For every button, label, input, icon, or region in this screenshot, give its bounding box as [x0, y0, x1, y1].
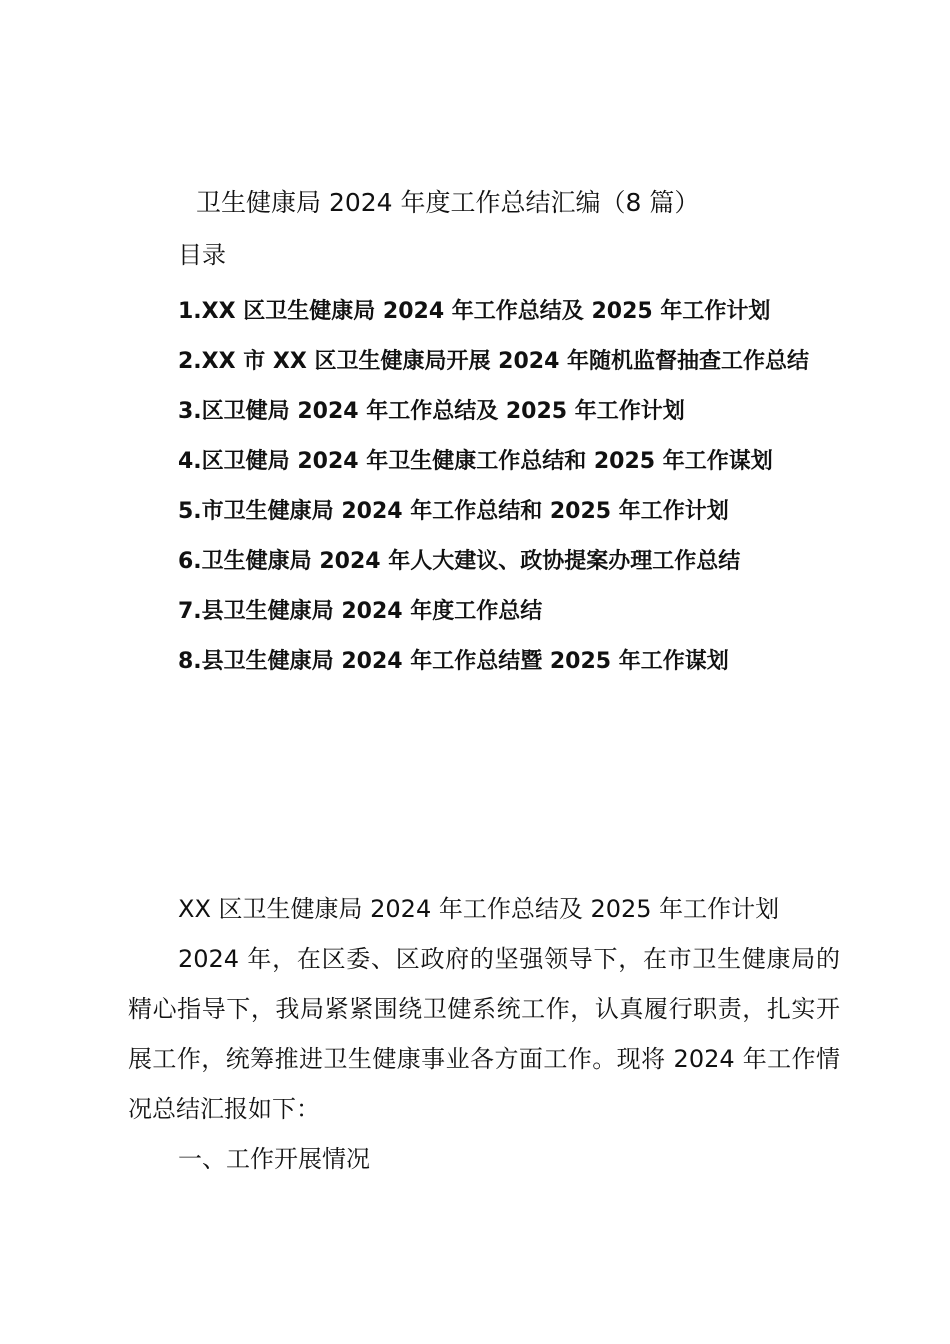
- toc-heading: 目录: [178, 241, 226, 269]
- toc-item-3[interactable]: 3.区卫健局 2024 年工作总结及 2025 年工作计划: [178, 399, 685, 424]
- toc-item-4[interactable]: 4.区卫健局 2024 年卫生健康工作总结和 2025 年工作谋划: [178, 449, 773, 474]
- toc-item-5[interactable]: 5.市卫生健康局 2024 年工作总结和 2025 年工作计划: [178, 499, 729, 524]
- toc-item-8[interactable]: 8.县卫生健康局 2024 年工作总结暨 2025 年工作谋划: [178, 649, 729, 674]
- intro-paragraph: 2024 年，在区委、区政府的坚强领导下，在市卫生健康局的精心指导下，我局紧紧围绕卫健系统工作，认真履行职责，扎实开展工作，统筹推进卫生健康事业各方面工作。现将 2024 年工作情况总结汇报如下：: [128, 945, 840, 1123]
- toc-item-6[interactable]: 6.卫生健康局 2024 年人大建议、政协提案办理工作总结: [178, 549, 741, 574]
- document-body: [128, 884, 840, 1184]
- document-title: 卫生健康局 2024 年度工作总结汇编（8 篇）: [196, 188, 700, 217]
- subheading: 一、工作开展情况: [178, 1145, 370, 1173]
- toc-item-7[interactable]: 7.县卫生健康局 2024 年度工作总结: [178, 599, 543, 624]
- section-title: XX 区卫生健康局 2024 年工作总结及 2025 年工作计划: [178, 895, 780, 923]
- table-of-contents: [128, 287, 840, 687]
- toc-item-2[interactable]: 2.XX 市 XX 区卫生健康局开展 2024 年随机监督抽查工作总结: [178, 349, 810, 374]
- toc-item-1[interactable]: 1.XX 区卫生健康局 2024 年工作总结及 2025 年工作计划: [178, 299, 771, 324]
